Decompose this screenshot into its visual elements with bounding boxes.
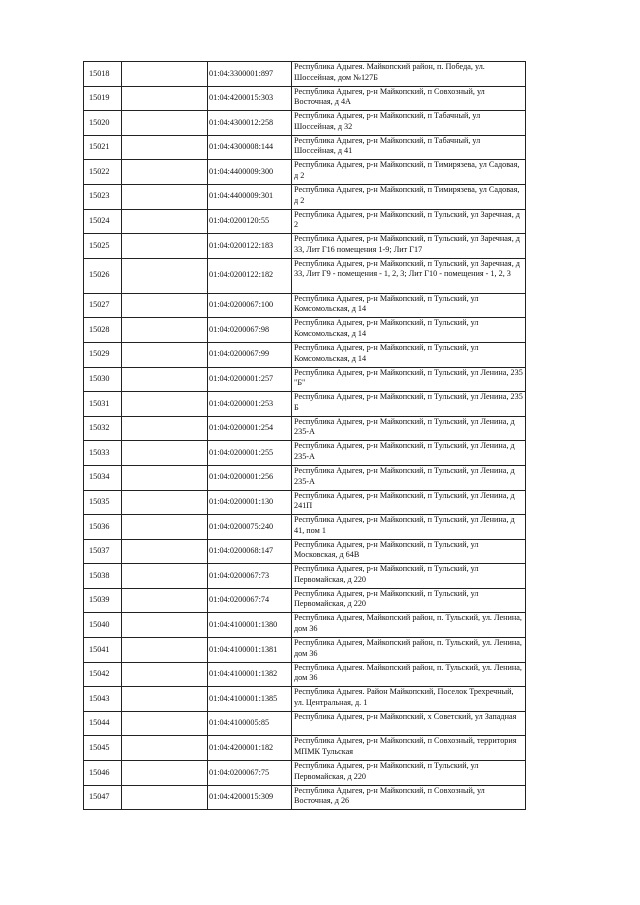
table-row [84,638,526,663]
cadastral-number-cell: 01:04:4200015:309 [208,785,292,810]
cadastral-number-cell: 01:04:0200120:55 [208,209,292,234]
empty-cell [122,111,208,136]
address-cell: Республика Адыгея, р-н Майкопский, п Тульский, ул Комсомольская, д 14 [292,342,526,367]
address-cell: Республика Адыгея, р-н Майкопский, п Тульский, ул Первомайская, д 220 [292,761,526,786]
empty-cell [122,184,208,209]
row-number-cell: 15044 [84,711,122,736]
row-number-cell: 15032 [84,416,122,441]
address-cell: Республика Адыгея, р-н Майкопский, п Тульский, ул Ленина, 235 "Б" [292,367,526,392]
table-row [84,441,526,466]
empty-cell [122,588,208,613]
table-row [84,515,526,540]
cadastral-number-cell: 01:04:4200001:182 [208,736,292,761]
row-number-cell: 15031 [84,392,122,417]
cadastral-number-cell: 01:04:0200067:75 [208,761,292,786]
address-cell: Республика Адыгея. Район Майкопский, Поселок Трехречный, ул. Центральная, д. 1 [292,687,526,712]
cadastral-number-cell: 01:04:4100001:1382 [208,662,292,687]
table-row [84,135,526,160]
row-number-cell: 15030 [84,367,122,392]
table-row [84,490,526,515]
address-cell: Республика Адыгея, р-н Майкопский, п Тульский, ул Московская, д 64В [292,539,526,564]
cadastral-number-cell: 01:04:0200067:98 [208,318,292,343]
table-row [84,416,526,441]
row-number-cell: 15043 [84,687,122,712]
address-cell: Республика Адыгея, р-н Майкопский, п Табачный, ул Шоссейная, д 41 [292,135,526,160]
table-row [84,111,526,136]
address-cell: Республика Адыгея, р-н Майкопский, п Тульский, ул Заречная, д 2 [292,209,526,234]
empty-cell [122,62,208,87]
empty-cell [122,662,208,687]
empty-cell [122,234,208,259]
empty-cell [122,416,208,441]
cadastral-number-cell: 01:04:0200001:255 [208,441,292,466]
address-cell: Республика Адыгея, р-н Майкопский, п Тульский, ул Первомайская, д 220 [292,588,526,613]
row-number-cell: 15026 [84,258,122,293]
table-row [84,209,526,234]
address-cell: Республика Адыгея, р-н Майкопский, п Тульский, ул Первомайская, д 220 [292,564,526,589]
empty-cell [122,564,208,589]
row-number-cell: 15045 [84,736,122,761]
address-cell: Республика Адыгея, Майкопский район, п. Тульский, ул. Ленина, дом 36 [292,638,526,663]
empty-cell [122,342,208,367]
cadastral-number-cell: 01:04:4100005:85 [208,711,292,736]
cadastral-number-cell: 01:04:0200001:130 [208,490,292,515]
row-number-cell: 15046 [84,761,122,786]
table-row [84,392,526,417]
row-number-cell: 15039 [84,588,122,613]
row-number-cell: 15033 [84,441,122,466]
empty-cell [122,209,208,234]
row-number-cell: 15035 [84,490,122,515]
address-cell: Республика Адыгея, р-н Майкопский, п Тульский, ул Ленина, д 235-А [292,465,526,490]
empty-cell [122,160,208,185]
row-number-cell: 15040 [84,613,122,638]
row-number-cell: 15028 [84,318,122,343]
table-row [84,62,526,87]
row-number-cell: 15036 [84,515,122,540]
row-number-cell: 15024 [84,209,122,234]
row-number-cell: 15022 [84,160,122,185]
row-number-cell: 15018 [84,62,122,87]
table-row [84,234,526,259]
row-number-cell: 15041 [84,638,122,663]
table-row [84,465,526,490]
cadastral-number-cell: 01:04:0200001:253 [208,392,292,417]
row-number-cell: 15020 [84,111,122,136]
table-row [84,785,526,810]
row-number-cell: 15037 [84,539,122,564]
cadastral-number-cell: 01:04:4100001:1385 [208,687,292,712]
row-number-cell: 15019 [84,86,122,111]
table-row [84,258,526,293]
address-cell: Республика Адыгея, р-н Майкопский, п Тульский, ул Ленина, д 241П [292,490,526,515]
cadastral-number-cell: 01:04:4400009:300 [208,160,292,185]
cadastral-number-cell: 01:04:0200122:183 [208,234,292,259]
address-cell: Республика Адыгея, р-н Майкопский, п Совхозный, ул Восточная, д 26 [292,785,526,810]
row-number-cell: 15034 [84,465,122,490]
empty-cell [122,736,208,761]
cadastral-number-cell: 01:04:0200001:257 [208,367,292,392]
cadastral-number-cell: 01:04:0200068:147 [208,539,292,564]
empty-cell [122,711,208,736]
empty-cell [122,318,208,343]
table-row [84,184,526,209]
table-row [84,736,526,761]
table-row [84,564,526,589]
address-cell: Республика Адыгея. Майкопский район, п. Победа, ул. Шоссейная, дом №127Б [292,62,526,87]
cadastral-number-cell: 01:04:4300012:258 [208,111,292,136]
empty-cell [122,392,208,417]
row-number-cell: 15029 [84,342,122,367]
cadastral-number-cell: 01:04:0200075:240 [208,515,292,540]
table-row [84,539,526,564]
row-number-cell: 15047 [84,785,122,810]
address-cell: Республика Адыгея, р-н Майкопский, п Табачный, ул Шоссейная, д 32 [292,111,526,136]
empty-cell [122,613,208,638]
cadastral-number-cell: 01:04:4200015:303 [208,86,292,111]
empty-cell [122,465,208,490]
address-cell: Республика Адыгея, р-н Майкопский, п Тульский, ул Ленина, д 235-А [292,441,526,466]
empty-cell [122,135,208,160]
address-cell: Республика Адыгея, р-н Майкопский, п Тульский, ул Заречная, д 33, Лит Г9 - помещения - 1, 2, 3; Лит Г10 - помещения - 1, 2, 3 [292,258,526,293]
address-cell: Республика Адыгея, Майкопский район, п. Тульский, ул. Ленина, дом 36 [292,613,526,638]
empty-cell [122,86,208,111]
cadastral-number-cell: 01:04:4100001:1380 [208,613,292,638]
cadastral-number-cell: 01:04:0200067:73 [208,564,292,589]
property-register-table [83,61,526,810]
empty-cell [122,441,208,466]
row-number-cell: 15023 [84,184,122,209]
table-row [84,662,526,687]
cadastral-number-cell: 01:04:0200067:100 [208,293,292,318]
address-cell: Республика Адыгея. Майкопский район, п. Тульский, ул. Ленина, дом 36 [292,662,526,687]
row-number-cell: 15025 [84,234,122,259]
row-number-cell: 15021 [84,135,122,160]
cadastral-number-cell: 01:04:0200001:254 [208,416,292,441]
address-cell: Республика Адыгея, р-н Майкопский, х Советский, ул Западная [292,711,526,736]
empty-cell [122,785,208,810]
address-cell: Республика Адыгея, р-н Майкопский, п Тульский, ул Заречная, д 33, Лит Г16 помещения 1-9; Лит Г17 [292,234,526,259]
cadastral-number-cell: 01:04:4400009:301 [208,184,292,209]
address-cell: Республика Адыгея, р-н Майкопский, п Тульский, ул Комсомольская, д 14 [292,293,526,318]
table-row [84,687,526,712]
cadastral-number-cell: 01:04:0200122:182 [208,258,292,293]
empty-cell [122,367,208,392]
empty-cell [122,638,208,663]
empty-cell [122,258,208,293]
address-cell: Республика Адыгея, р-н Майкопский, п Тульский, ул Ленина, 235 Б [292,392,526,417]
table-row [84,588,526,613]
empty-cell [122,761,208,786]
row-number-cell: 15027 [84,293,122,318]
address-cell: Республика Адыгея, р-н Майкопский, п Тимирязева, ул Садовая, д 2 [292,184,526,209]
cadastral-number-cell: 01:04:3300001:897 [208,62,292,87]
address-cell: Республика Адыгея, р-н Майкопский, п Тульский, ул Комсомольская, д 14 [292,318,526,343]
row-number-cell: 15038 [84,564,122,589]
cadastral-number-cell: 01:04:0200067:74 [208,588,292,613]
address-cell: Республика Адыгея, р-н Майкопский, п Тульский, ул Ленина, д 41, пом 1 [292,515,526,540]
address-cell: Республика Адыгея, р-н Майкопский, п Совхозный, территория МПМК Тульская [292,736,526,761]
table-row [84,711,526,736]
address-cell: Республика Адыгея, р-н Майкопский, п Тульский, ул Ленина, д 235-А [292,416,526,441]
table-row [84,613,526,638]
cadastral-number-cell: 01:04:0200001:256 [208,465,292,490]
address-cell: Республика Адыгея, р-н Майкопский, п Тимирязева, ул Садовая, д 2 [292,160,526,185]
table-row [84,318,526,343]
row-number-cell: 15042 [84,662,122,687]
table-row [84,367,526,392]
table-row [84,160,526,185]
cadastral-number-cell: 01:04:4100001:1381 [208,638,292,663]
table-row [84,293,526,318]
table-row [84,761,526,786]
empty-cell [122,490,208,515]
address-cell: Республика Адыгея, р-н Майкопский, п Совхозный, ул Восточная, д 4А [292,86,526,111]
empty-cell [122,293,208,318]
empty-cell [122,515,208,540]
empty-cell [122,687,208,712]
empty-cell [122,539,208,564]
table-body [84,62,526,810]
table-row [84,342,526,367]
cadastral-number-cell: 01:04:4300008:144 [208,135,292,160]
cadastral-number-cell: 01:04:0200067:99 [208,342,292,367]
table-row [84,86,526,111]
